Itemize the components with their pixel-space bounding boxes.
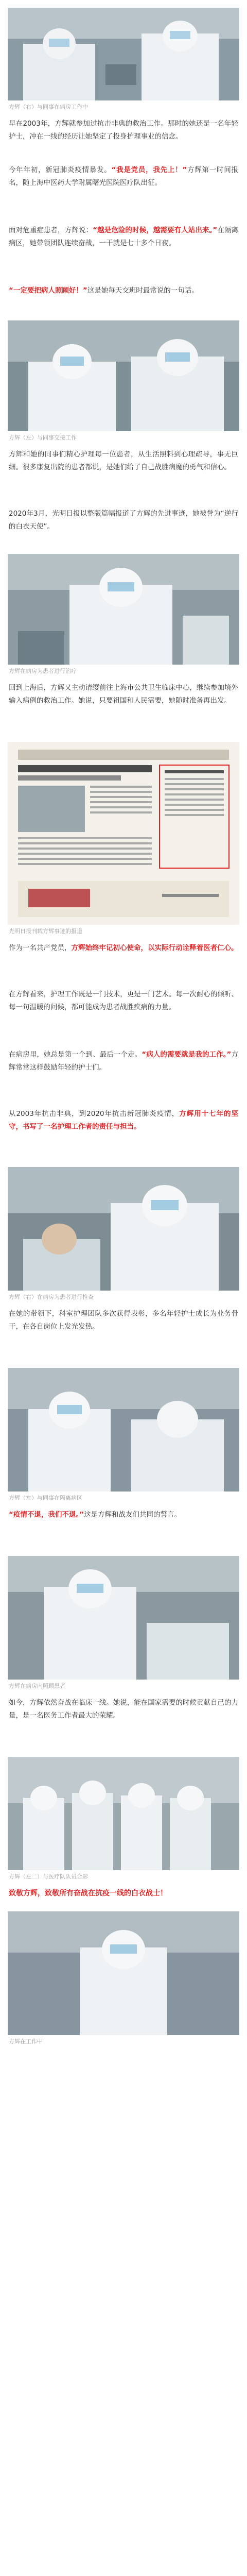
photo-ward-work-image — [8, 8, 239, 100]
paragraph: 在她的带领下，科室护理团队多次获得表彰，多名年轻护士成长为业务骨干，在各自岗位上发光发热。 — [9, 1310, 238, 1331]
paragraph — [9, 1108, 238, 1159]
highlight-quote: “我是党员，我先上！” — [111, 166, 187, 174]
photo-at-work-image — [8, 1911, 239, 2035]
photo-ward-work — [8, 8, 239, 100]
paragraph — [9, 942, 238, 980]
highlight-quote: “一定要把病人照顾好！” — [9, 286, 87, 295]
paragraph — [9, 224, 238, 276]
photo-caption: 方辉（左）与同事在隔离病区 — [9, 1495, 82, 1501]
photo-caption: 方辉在工作中 — [9, 2038, 43, 2045]
paragraph-text: 从2003年抗击非典，到2020年抗击新冠肺炎疫情， — [9, 1110, 180, 1118]
paragraph: 在方辉看来，护理工作既是一门技术，更是一门艺术。每一次耐心的倾听、每一句温暖的问候，都可能成为患者战胜疾病的力量。 — [9, 990, 238, 1011]
photo-at-work — [8, 1911, 239, 2035]
paragraph-text: 在隔离病区，她带领团队连续奋战，一干就是七十多个日夜。 — [9, 226, 239, 247]
photo-caption: 方辉（右）与同事在病房工作中 — [9, 104, 88, 110]
paragraph-text: 方辉第一时间报名，随上海中医药大学附属曙光医院医疗队出征。 — [9, 166, 238, 187]
paragraph-text: 方辉常常这样鼓励年轻的护士们。 — [9, 1050, 239, 1072]
photo-caption: 方辉在病房内照顾患者 — [9, 1683, 65, 1689]
newspaper-image — [8, 742, 239, 925]
photo-handover-image — [8, 320, 239, 431]
closing-text: 致敬所有奋战在抗疫一线的白衣战士！ — [45, 1889, 167, 1897]
photo-treatment-image — [8, 554, 239, 665]
photo-caption: 方辉（左）与同事交接工作 — [9, 434, 77, 441]
photo-caption: 方辉（右）在病房为患者进行检查 — [9, 1294, 94, 1300]
photo-handover — [8, 320, 239, 431]
photo-examination — [8, 1167, 239, 1291]
photo-patient-care — [8, 1556, 239, 1680]
paragraph — [9, 1048, 238, 1100]
paragraph — [9, 164, 238, 215]
closing-text: 致敬方辉， — [9, 1889, 45, 1897]
newspaper-page-image — [8, 742, 239, 925]
paragraph: 如今，方辉依然奋战在临床一线。她说，能在国家需要的时候贡献自己的力量，是一名医务工作者最大的荣耀。 — [9, 1699, 238, 1720]
photo-examination-image — [8, 1167, 239, 1291]
paragraph-text: 面对危重症患者，方辉说： — [9, 226, 93, 234]
paragraph — [9, 1509, 238, 1547]
photo-team-image — [8, 1757, 239, 1870]
paragraph: 早在2003年，方辉就参加过抗击非典的救治工作。那时的她还是一名年轻护士，冲在一线的经历让她坚定了投身护理事业的信念。 — [9, 120, 238, 141]
paragraph-text: 今年年初，新冠肺炎疫情暴发。 — [9, 166, 112, 174]
photo-patient-care-image — [8, 1556, 239, 1680]
paragraph-text: 在病房里，她总是第一个到、最后一个走。 — [9, 1050, 142, 1059]
paragraph-text: 这是她每天交班时最常说的一句话。 — [87, 286, 199, 295]
paragraph — [9, 284, 238, 310]
closing-line — [9, 1887, 238, 1900]
photo-isolation-ward — [8, 1368, 239, 1492]
highlight-text: 方辉始终牢记初心使命，以实际行动诠释着医者仁心。 — [71, 944, 238, 952]
photo-caption: 光明日报刊载方辉事迹的报道 — [9, 928, 82, 935]
photo-caption: 方辉（左二）与医疗队队员合影 — [9, 1873, 88, 1880]
highlight-text: 方辉用十七年的坚守，书写了一名护理工作者的责任与担当。 — [9, 1110, 239, 1131]
paragraph: 2020年3月，光明日报以整版篇幅报道了方辉的先进事迹，她被誉为“逆行的白衣天使”。 — [9, 510, 238, 531]
photo-team — [8, 1757, 239, 1870]
photo-isolation-ward-image — [8, 1368, 239, 1492]
paragraph: 回到上海后，方辉又主动请缨前往上海市公共卫生临床中心，继续参加境外输入病例的救治工作。她说，只要祖国和人民需要，她随时准备再出发。 — [9, 684, 238, 705]
highlight-quote: “疫情不退，我们不退。” — [9, 1511, 84, 1519]
paragraph-text: 作为一名共产党员， — [9, 944, 72, 952]
paragraph-text: 这是方辉和战友们共同的誓言。 — [84, 1511, 181, 1519]
paragraph: 方辉和她的同事们精心护理每一位患者，从生活照料到心理疏导，事无巨细。很多康复出院的患者都说，是她们给了自己战胜病魔的勇气和信心。 — [9, 450, 238, 471]
photo-treatment — [8, 554, 239, 665]
photo-caption: 方辉在病房为患者进行治疗 — [9, 668, 77, 674]
highlight-quote: “病人的需要就是我的工作。” — [142, 1050, 232, 1059]
highlight-quote: “越是危险的时候，越需要有人站出来。” — [93, 226, 218, 234]
